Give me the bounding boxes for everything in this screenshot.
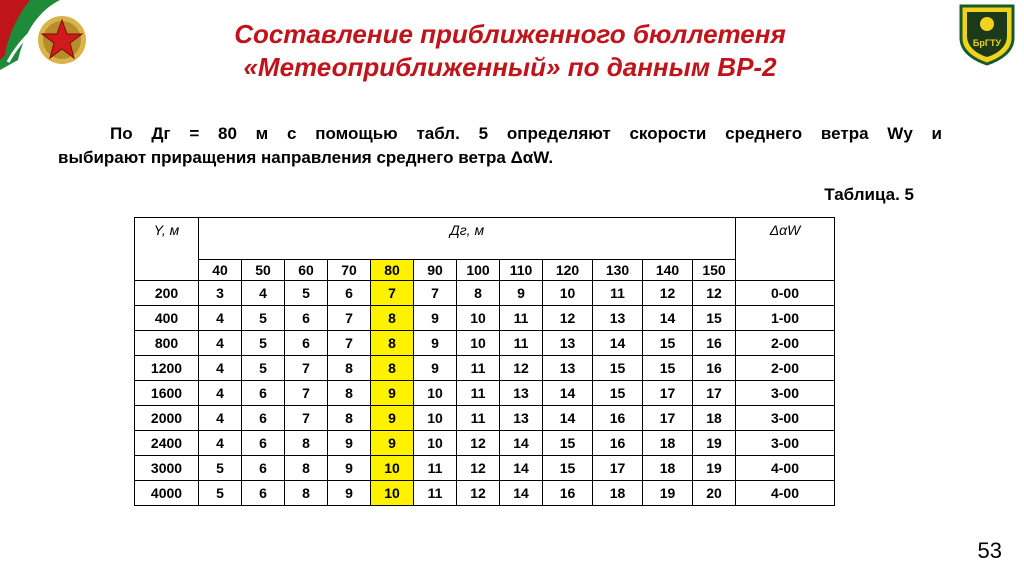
wind-speed-cell: 10 <box>457 306 500 331</box>
header-y: Y, м <box>135 218 199 281</box>
wind-speed-cell: 10 <box>543 281 593 306</box>
word: 80 <box>218 124 237 143</box>
wind-speed-cell: 11 <box>500 331 543 356</box>
wind-speed-cell: 4 <box>199 356 242 381</box>
wind-speed-cell: 10 <box>414 406 457 431</box>
wind-speed-cell: 16 <box>593 431 643 456</box>
table-row <box>135 306 835 331</box>
wind-speed-cell: 8 <box>371 306 414 331</box>
wind-speed-cell: 11 <box>500 306 543 331</box>
wind-speed-cell: 15 <box>643 356 693 381</box>
column-header: 140 <box>643 260 693 281</box>
wind-speed-cell: 4 <box>242 281 285 306</box>
wind-speed-cell: 12 <box>500 356 543 381</box>
wind-speed-cell: 14 <box>500 431 543 456</box>
table-row <box>135 381 835 406</box>
word: ветра <box>820 124 869 143</box>
wind-speed-cell: 9 <box>500 281 543 306</box>
paragraph-line-1 <box>58 122 942 146</box>
word: скорости <box>629 124 707 143</box>
wind-speed-cell: 16 <box>543 481 593 506</box>
word: = <box>189 124 200 143</box>
direction-increment-cell: 2-00 <box>736 331 835 356</box>
column-header: 60 <box>285 260 328 281</box>
wind-speed-cell: 10 <box>414 381 457 406</box>
row-height-cell: 2400 <box>135 431 199 456</box>
word: Дг <box>151 124 171 143</box>
wind-speed-cell: 20 <box>693 481 736 506</box>
column-header: 70 <box>328 260 371 281</box>
wind-speed-cell: 5 <box>242 331 285 356</box>
wind-speed-cell: 10 <box>457 331 500 356</box>
wind-speed-cell: 6 <box>242 481 285 506</box>
word: и <box>931 124 942 143</box>
wind-speed-cell: 10 <box>371 481 414 506</box>
wind-speed-cell: 6 <box>328 281 371 306</box>
table-row <box>135 481 835 506</box>
wind-speed-cell: 19 <box>693 456 736 481</box>
direction-increment-cell: 4-00 <box>736 481 835 506</box>
wind-speed-cell: 14 <box>543 381 593 406</box>
direction-increment-cell: 2-00 <box>736 356 835 381</box>
wind-speed-cell: 5 <box>199 481 242 506</box>
table-header-row <box>135 218 835 260</box>
wind-speed-cell: 13 <box>500 406 543 431</box>
wind-speed-cell: 18 <box>643 431 693 456</box>
column-header: 110 <box>500 260 543 281</box>
wind-speed-cell: 11 <box>457 406 500 431</box>
wind-speed-cell: 4 <box>199 331 242 356</box>
table-caption: Таблица. 5 <box>824 185 914 204</box>
wind-speed-cell: 18 <box>593 481 643 506</box>
direction-increment-cell: 1-00 <box>736 306 835 331</box>
word: м <box>255 124 269 143</box>
wind-speed-cell: 10 <box>371 456 414 481</box>
wind-speed-cell: 14 <box>500 456 543 481</box>
wind-speed-cell: 9 <box>371 431 414 456</box>
wind-speed-cell: 8 <box>285 481 328 506</box>
wind-speed-cell: 4 <box>199 381 242 406</box>
slide-title <box>150 18 870 84</box>
word: среднего <box>725 124 803 143</box>
wind-speed-cell: 16 <box>593 406 643 431</box>
wind-speed-cell: 9 <box>414 331 457 356</box>
column-header: 40 <box>199 260 242 281</box>
row-height-cell: 2000 <box>135 406 199 431</box>
word: помощью <box>315 124 398 143</box>
direction-increment-cell: 0-00 <box>736 281 835 306</box>
column-header: 100 <box>457 260 500 281</box>
word: Wу <box>887 124 913 143</box>
wind-speed-cell: 9 <box>328 456 371 481</box>
row-height-cell: 3000 <box>135 456 199 481</box>
table-row <box>135 406 835 431</box>
wind-speed-cell: 13 <box>500 381 543 406</box>
word: определяют <box>506 124 611 143</box>
wind-speed-cell: 4 <box>199 406 242 431</box>
wind-speed-cell: 8 <box>285 456 328 481</box>
wind-speed-cell: 13 <box>543 331 593 356</box>
table-row <box>135 456 835 481</box>
column-header: 130 <box>593 260 643 281</box>
table-column-row <box>135 260 835 281</box>
word: По <box>110 124 133 143</box>
description-paragraph <box>58 122 942 170</box>
wind-speed-cell: 5 <box>199 456 242 481</box>
wind-speed-cell: 17 <box>643 406 693 431</box>
wind-speed-cell: 18 <box>693 406 736 431</box>
table-row <box>135 356 835 381</box>
wind-speed-cell: 6 <box>242 456 285 481</box>
wind-speed-cell: 4 <box>199 306 242 331</box>
wind-speed-cell: 8 <box>328 381 371 406</box>
wind-speed-cell: 13 <box>543 356 593 381</box>
wind-speed-cell: 8 <box>457 281 500 306</box>
wind-speed-cell: 5 <box>242 356 285 381</box>
wind-speed-table <box>134 217 835 506</box>
row-height-cell: 4000 <box>135 481 199 506</box>
wind-speed-cell: 19 <box>693 431 736 456</box>
wind-speed-cell: 19 <box>643 481 693 506</box>
wind-speed-cell: 10 <box>414 431 457 456</box>
wind-speed-cell: 11 <box>457 381 500 406</box>
row-height-cell: 400 <box>135 306 199 331</box>
wind-speed-cell: 12 <box>543 306 593 331</box>
page-number: 53 <box>977 538 1002 563</box>
wind-speed-cell: 6 <box>285 331 328 356</box>
wind-speed-cell: 7 <box>414 281 457 306</box>
column-header: 90 <box>414 260 457 281</box>
table-row <box>135 331 835 356</box>
wind-speed-cell: 11 <box>414 456 457 481</box>
wind-speed-cell: 17 <box>643 381 693 406</box>
wind-speed-cell: 12 <box>457 456 500 481</box>
wind-speed-cell: 7 <box>371 281 414 306</box>
wind-speed-cell: 6 <box>242 406 285 431</box>
direction-increment-cell: 3-00 <box>736 406 835 431</box>
wind-speed-cell: 7 <box>328 331 371 356</box>
row-height-cell: 1200 <box>135 356 199 381</box>
emblem-star-logo <box>0 0 110 80</box>
wind-speed-cell: 11 <box>593 281 643 306</box>
wind-speed-cell: 9 <box>414 306 457 331</box>
wind-speed-cell: 15 <box>543 456 593 481</box>
direction-increment-cell: 4-00 <box>736 456 835 481</box>
wind-speed-cell: 7 <box>285 356 328 381</box>
wind-speed-cell: 12 <box>457 431 500 456</box>
table-row <box>135 281 835 306</box>
header-d: Дг, м <box>199 218 736 260</box>
wind-speed-cell: 18 <box>643 456 693 481</box>
wind-speed-cell: 6 <box>242 431 285 456</box>
wind-speed-cell: 7 <box>328 306 371 331</box>
wind-speed-cell: 5 <box>242 306 285 331</box>
wind-speed-cell: 14 <box>500 481 543 506</box>
word: 5 <box>478 124 489 143</box>
row-height-cell: 200 <box>135 281 199 306</box>
wind-speed-cell: 8 <box>328 406 371 431</box>
wind-speed-cell: 17 <box>593 456 643 481</box>
wind-speed-cell: 14 <box>643 306 693 331</box>
column-header: 120 <box>543 260 593 281</box>
column-header: 150 <box>693 260 736 281</box>
direction-increment-cell: 3-00 <box>736 431 835 456</box>
wind-speed-cell: 6 <box>242 381 285 406</box>
wind-speed-cell: 16 <box>693 331 736 356</box>
header-alpha: ΔαW <box>736 218 835 281</box>
word: с <box>287 124 297 143</box>
word: табл. <box>416 124 460 143</box>
wind-speed-cell: 16 <box>693 356 736 381</box>
wind-speed-cell: 14 <box>543 406 593 431</box>
wind-speed-cell: 15 <box>593 381 643 406</box>
row-height-cell: 800 <box>135 331 199 356</box>
wind-speed-cell: 15 <box>643 331 693 356</box>
wind-speed-cell: 5 <box>285 281 328 306</box>
wind-speed-cell: 12 <box>643 281 693 306</box>
wind-speed-cell: 4 <box>199 431 242 456</box>
wind-speed-cell: 9 <box>371 406 414 431</box>
paragraph-line-2: выбирают приращения направления среднего ветра ΔαW. <box>58 148 554 167</box>
wind-speed-cell: 8 <box>371 331 414 356</box>
wind-speed-cell: 15 <box>693 306 736 331</box>
row-height-cell: 1600 <box>135 381 199 406</box>
wind-speed-cell: 7 <box>285 406 328 431</box>
wind-speed-cell: 17 <box>693 381 736 406</box>
wind-speed-cell: 8 <box>328 356 371 381</box>
title-line-1: Составление приближенного бюллетеня <box>234 19 786 49</box>
wind-speed-cell: 8 <box>285 431 328 456</box>
wind-speed-cell: 12 <box>693 281 736 306</box>
wind-speed-cell: 7 <box>285 381 328 406</box>
wind-speed-cell: 6 <box>285 306 328 331</box>
wind-speed-cell: 15 <box>543 431 593 456</box>
direction-increment-cell: 3-00 <box>736 381 835 406</box>
column-header: 80 <box>371 260 414 281</box>
column-header: 50 <box>242 260 285 281</box>
wind-speed-cell: 15 <box>593 356 643 381</box>
wind-speed-cell: 12 <box>457 481 500 506</box>
title-line-2: «Метеоприближенный» по данным ВР-2 <box>243 52 777 82</box>
table-row <box>135 431 835 456</box>
wind-speed-cell: 3 <box>199 281 242 306</box>
wind-speed-cell: 8 <box>371 356 414 381</box>
wind-speed-cell: 9 <box>371 381 414 406</box>
wind-speed-cell: 13 <box>593 306 643 331</box>
wind-speed-cell: 11 <box>457 356 500 381</box>
wind-speed-cell: 9 <box>414 356 457 381</box>
university-shield-logo <box>955 2 1019 66</box>
svg-text:БрГТУ: БрГТУ <box>972 38 1002 48</box>
wind-speed-cell: 9 <box>328 431 371 456</box>
wind-speed-cell: 14 <box>593 331 643 356</box>
wind-speed-cell: 11 <box>414 481 457 506</box>
wind-speed-cell: 9 <box>328 481 371 506</box>
